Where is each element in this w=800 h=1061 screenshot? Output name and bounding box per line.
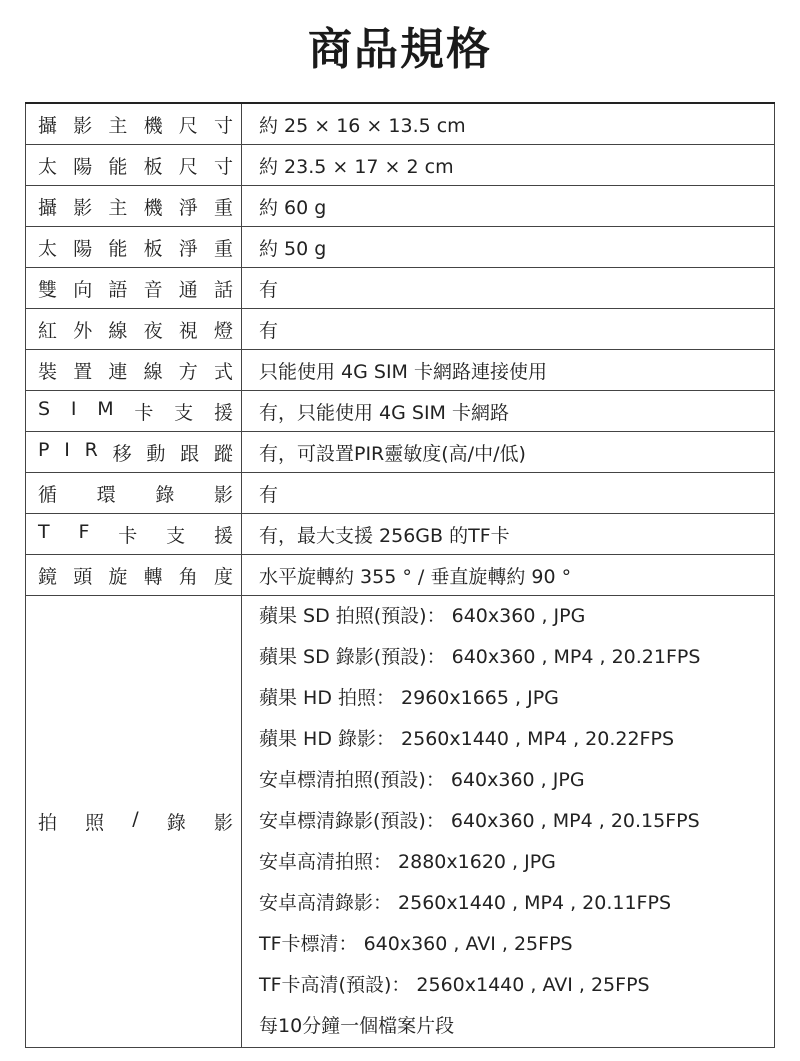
spec-label: 攝 影 主 機 淨 重 [38,196,233,219]
spec-label-cell [26,227,242,268]
spec-label: 太 陽 能 板 尺 寸 [38,155,233,178]
spec-row [26,514,775,555]
spec-label-cell [26,350,242,391]
photo-record-line: 每10分鐘一個檔案片段 [259,1015,455,1037]
photo-record-line: 蘋果 HD 錄影： 2560x1440 , MP4 , 20.22FPS [259,728,675,750]
photo-record-row [26,596,775,1048]
spec-row [26,473,775,514]
spec-table [25,102,775,1048]
photo-record-label-cell [26,596,242,1048]
spec-row [26,555,775,596]
photo-record-line: TF卡標清： 640x360 , AVI , 25FPS [259,933,573,955]
spec-value: 有 [242,309,775,350]
spec-label-cell [26,473,242,514]
spec-value: 約 50 g [242,227,775,268]
spec-label-cell [26,432,242,473]
spec-label: P I R 移 動 跟 蹤 [38,438,233,465]
page-title: 商品規格 [308,24,492,75]
photo-record-line: 安卓標清拍照(預設)： 640x360 , JPG [259,769,585,791]
spec-label-cell [26,103,242,145]
spec-row [26,350,775,391]
photo-record-line: 安卓高清錄影： 2560x1440 , MP4 , 20.11FPS [259,892,672,914]
spec-label-cell [26,309,242,350]
spec-row [26,227,775,268]
spec-label-cell [26,391,242,432]
photo-record-line: TF卡高清(預設)： 2560x1440 , AVI , 25FPS [259,974,650,996]
spec-label-cell [26,555,242,596]
spec-row [26,309,775,350]
photo-record-line: 安卓高清拍照： 2880x1620 , JPG [259,851,556,873]
photo-record-values [242,596,775,1048]
spec-value: 有 [242,268,775,309]
spec-label-cell [26,186,242,227]
spec-value: 約 23.5 × 17 × 2 cm [242,145,775,186]
spec-row [26,103,775,145]
spec-row [26,432,775,473]
spec-label: T F 卡 支 援 [38,520,233,547]
spec-label-cell [26,268,242,309]
spec-row [26,391,775,432]
spec-label: 拍 照 / 錄 影 [38,808,233,834]
spec-value: 只能使用 4G SIM 卡網路連接使用 [242,350,775,391]
photo-record-line: 蘋果 SD 拍照(預設)： 640x360 , JPG [259,605,586,627]
spec-value: 水平旋轉約 355 ° / 垂直旋轉約 90 ° [242,555,775,596]
spec-label-cell [26,145,242,186]
photo-record-line: 蘋果 SD 錄影(預設)： 640x360 , MP4 , 20.21FPS [259,646,701,668]
spec-value: 約 60 g [242,186,775,227]
photo-record-line: 蘋果 HD 拍照： 2960x1665 , JPG [259,687,559,709]
spec-row [26,145,775,186]
spec-value: 有 [242,473,775,514]
spec-label-cell [26,514,242,555]
spec-label: S I M 卡 支 援 [38,397,233,424]
photo-record-line: 安卓標清錄影(預設)： 640x360 , MP4 , 20.15FPS [259,810,700,832]
spec-label: 太 陽 能 板 淨 重 [38,237,233,260]
spec-value: 有，最大支援 256GB 的TF卡 [242,514,775,555]
spec-label: 裝 置 連 線 方 式 [38,360,233,383]
spec-label: 雙 向 語 音 通 話 [38,278,233,301]
spec-table-body [26,103,775,1048]
spec-value: 約 25 × 16 × 13.5 cm [242,103,775,145]
spec-label: 鏡 頭 旋 轉 角 度 [38,565,233,588]
spec-label: 紅 外 線 夜 視 燈 [38,319,233,342]
spec-label: 循 環 錄 影 [38,483,233,506]
spec-value: 有，只能使用 4G SIM 卡網路 [242,391,775,432]
spec-value: 有，可設置PIR靈敏度(高/中/低) [242,432,775,473]
spec-label: 攝 影 主 機 尺 寸 [38,114,233,137]
spec-row [26,186,775,227]
spec-row [26,268,775,309]
